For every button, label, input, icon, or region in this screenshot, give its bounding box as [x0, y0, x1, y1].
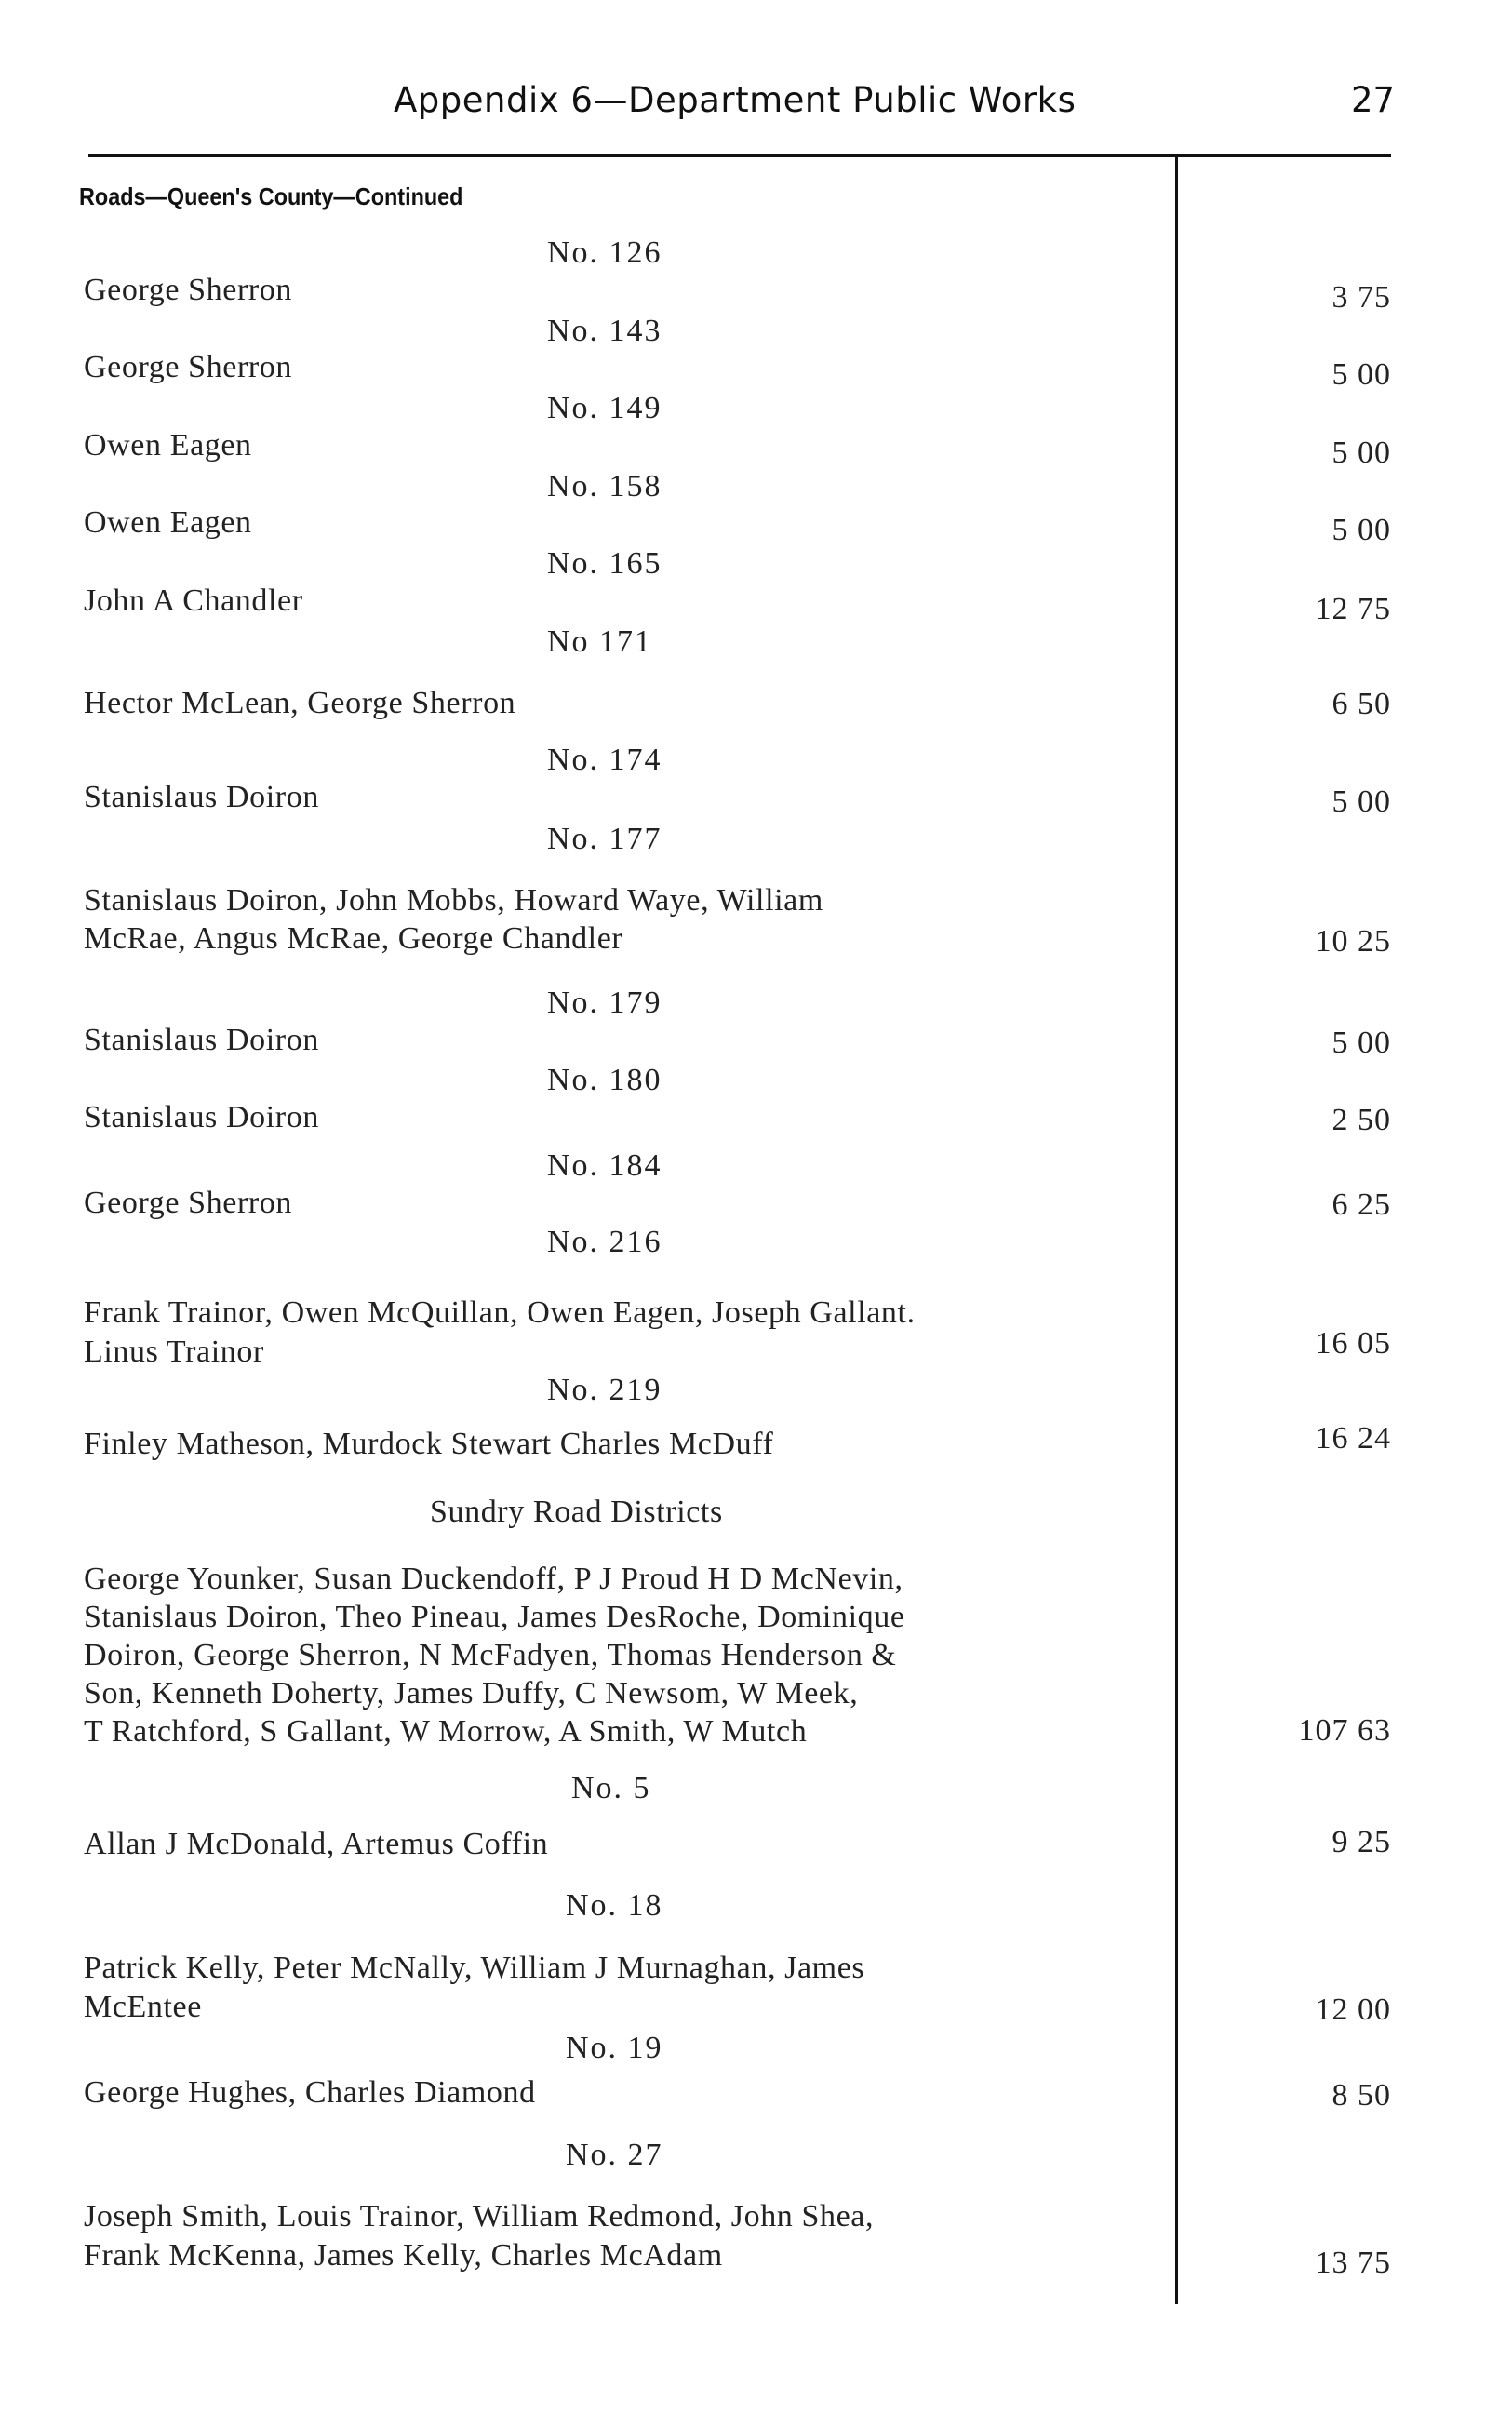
road-number-label: No. 5: [571, 1771, 651, 1805]
road-number-label: No. 158: [547, 469, 662, 503]
road-number-label: No. 174: [547, 743, 662, 777]
section-title: Roads—Queen's County—Continued: [79, 182, 463, 210]
running-header: Appendix 6—Department Public Works: [394, 80, 1077, 120]
road-number-label: No. 126: [547, 235, 662, 270]
road-number-label: No. 184: [547, 1148, 662, 1183]
amount-value: 10 25: [1315, 924, 1391, 959]
road-number-label: No. 19: [566, 2031, 663, 2065]
names-line: Frank Trainor, Owen McQuillan, Owen Eagen, Joseph Gallant.: [84, 1295, 916, 1330]
names-line: Owen Eagen: [84, 505, 252, 540]
names-line: George Sherron: [84, 1186, 292, 1220]
names-line: Hector McLean, George Sherron: [84, 686, 516, 720]
amount-value: 13 75: [1315, 2246, 1391, 2280]
names-line: Stanislaus Doiron, John Mobbs, Howard Waye, William: [84, 883, 823, 918]
names-line: Joseph Smith, Louis Trainor, William Redmond, John Shea,: [84, 2199, 875, 2233]
names-line: McEntee: [84, 1990, 202, 2024]
road-number-label: No. 177: [547, 822, 662, 856]
names-line: Doiron, George Sherron, N McFadyen, Thomas Henderson &: [84, 1638, 897, 1672]
amount-value: 5 00: [1331, 1026, 1391, 1060]
road-number-label: No. 27: [566, 2138, 663, 2172]
road-number-label: No. 149: [547, 391, 662, 425]
amount-value: 16 24: [1315, 1421, 1391, 1455]
amount-value: 6 50: [1331, 687, 1391, 721]
names-line: Stanislaus Doiron, Theo Pineau, James DesRoche, Dominique: [84, 1600, 905, 1634]
amount-value: 8 50: [1331, 2078, 1391, 2113]
amount-value: 3 75: [1331, 280, 1391, 315]
names-line: Finley Matheson, Murdock Stewart Charles McDuff: [84, 1427, 774, 1461]
names-line: Patrick Kelly, Peter McNally, William J Murnaghan, James: [84, 1951, 865, 1985]
road-number-label: No. 179: [547, 986, 662, 1020]
amount-value: 2 50: [1331, 1103, 1391, 1137]
names-line: Son, Kenneth Doherty, James Duffy, C Newsom, W Meek,: [84, 1676, 859, 1710]
amount-column-rule: [1175, 154, 1178, 2304]
amount-value: 5 00: [1331, 785, 1391, 819]
road-number-label: No 171: [547, 624, 653, 659]
names-line: Stanislaus Doiron: [84, 1023, 319, 1057]
names-line: Owen Eagen: [84, 428, 252, 463]
road-number-label: No. 143: [547, 314, 662, 348]
names-line: McRae, Angus McRae, George Chandler: [84, 921, 623, 956]
header-rule: [88, 154, 1391, 157]
road-number-label: No. 216: [547, 1225, 662, 1259]
road-number-label: No. 180: [547, 1063, 662, 1097]
road-number-label: No. 18: [566, 1888, 663, 1923]
names-line: George Sherron: [84, 273, 292, 307]
page-number: 27: [1351, 80, 1396, 120]
amount-value: 5 00: [1331, 357, 1391, 392]
names-line: Linus Trainor: [84, 1335, 264, 1369]
names-line: John A Chandler: [84, 584, 303, 618]
names-line: Frank McKenna, James Kelly, Charles McAdam: [84, 2238, 723, 2273]
names-line: T Ratchford, S Gallant, W Morrow, A Smith, W Mutch: [84, 1714, 808, 1749]
amount-value: 12 00: [1315, 1992, 1391, 2027]
amount-value: 5 00: [1331, 513, 1391, 547]
sundry-heading: Sundry Road Districts: [430, 1495, 723, 1529]
names-line: George Sherron: [84, 350, 292, 384]
amount-value: 107 63: [1298, 1713, 1391, 1748]
road-number-label: No. 165: [547, 546, 662, 581]
names-line: Stanislaus Doiron: [84, 1100, 319, 1134]
road-number-label: No. 219: [547, 1373, 662, 1407]
names-line: Stanislaus Doiron: [84, 780, 319, 814]
amount-value: 16 05: [1315, 1326, 1391, 1361]
amount-value: 5 00: [1331, 436, 1391, 470]
names-line: George Hughes, Charles Diamond: [84, 2075, 536, 2110]
amount-value: 6 25: [1331, 1187, 1391, 1222]
names-line: George Younker, Susan Duckendoff, P J Proud H D McNevin,: [84, 1562, 903, 1596]
amount-value: 9 25: [1331, 1825, 1391, 1859]
names-line: Allan J McDonald, Artemus Coffin: [84, 1827, 549, 1861]
amount-value: 12 75: [1315, 592, 1391, 626]
